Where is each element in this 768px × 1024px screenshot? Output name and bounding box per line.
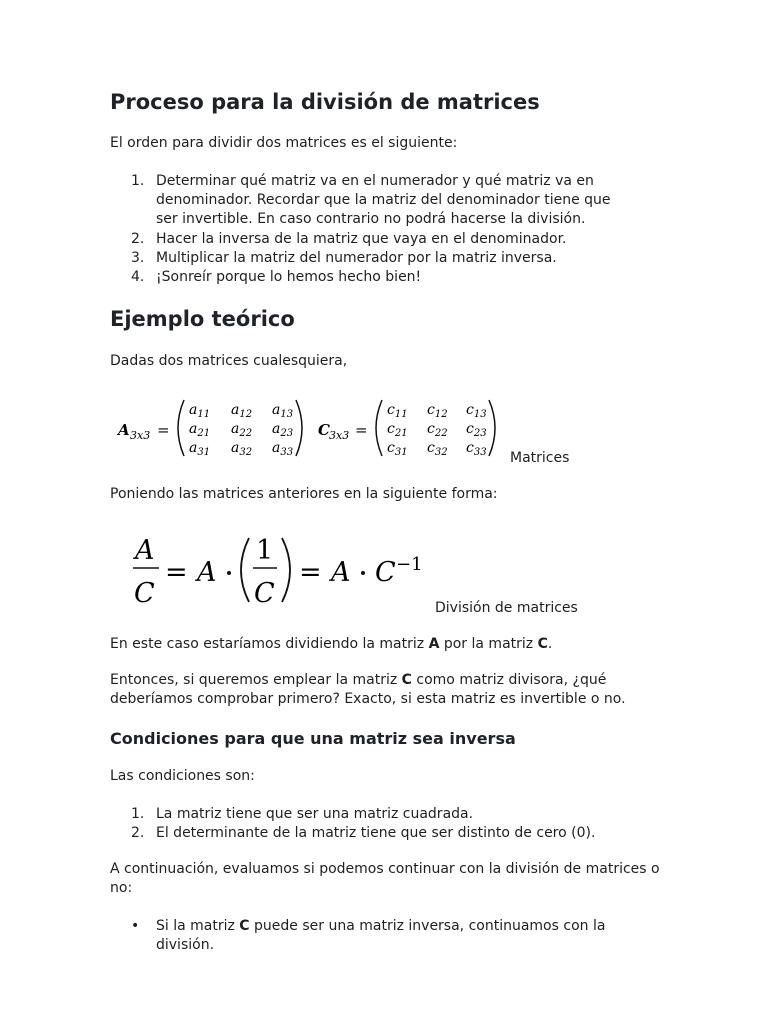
- dot-operator: [227, 571, 231, 575]
- matrix-a-symbol: A: [331, 557, 351, 588]
- matrices-figure: [110, 392, 530, 464]
- svg-text:a32: $a_{32}$: [231, 440, 253, 458]
- svg-text:c22: $c_{22}$: [427, 421, 448, 439]
- fraction-denominator: C: [254, 578, 275, 609]
- intro-paragraph: Las condiciones son:: [110, 768, 255, 784]
- matrix-a-symbol: A: [197, 557, 217, 588]
- svg-text:a33: $a_{33}$: [272, 440, 294, 458]
- dot-operator: [361, 571, 365, 575]
- figure-caption-matrices: Matrices: [510, 450, 570, 466]
- svg-text:a13: $a_{13}$: [272, 402, 294, 420]
- matrix-c-subscript: 3x3: [329, 429, 350, 442]
- equals-sign: =: [299, 557, 322, 588]
- matrix-a-subscript: 3x3: [130, 429, 151, 442]
- svg-text:c21: $c_{21}$: [387, 421, 408, 439]
- section-title-proceso: Proceso para la división de matrices: [110, 90, 540, 114]
- fraction-numerator: A: [135, 535, 155, 566]
- svg-text:a23: $a_{23}$: [272, 421, 294, 439]
- svg-text:c32: $c_{32}$: [427, 440, 448, 458]
- division-formula: [125, 528, 445, 610]
- svg-text:a22: $a_{22}$: [231, 421, 253, 439]
- matrix-c-label: C: [318, 421, 330, 439]
- svg-text:c23: $c_{23}$: [466, 421, 487, 439]
- paren-left: [241, 538, 249, 602]
- paren-right: [282, 538, 290, 602]
- paragraph-forma: Poniendo las matrices anteriores en la siguiente forma:: [110, 486, 498, 502]
- paragraph-entonces: Entonces, si queremos emplear la matriz C como matriz divisora, ¿qué deberíamos comprobar primero? Exacto, si esta matriz es invertible o no.: [110, 672, 626, 707]
- bracket-left: [376, 400, 382, 456]
- svg-text:c11: $c_{11}$: [387, 402, 408, 420]
- svg-text:c31: $c_{31}$: [387, 440, 408, 458]
- intro-paragraph: El orden para dividir dos matrices es el siguiente:: [110, 135, 458, 151]
- svg-text:a31: $a_{31}$: [189, 440, 211, 458]
- paragraph-continuacion: A continuación, evaluamos si podemos continuar con la división de matrices o no:: [110, 861, 660, 896]
- bullet-icon: •: [131, 918, 140, 934]
- equals-sign: =: [157, 421, 170, 439]
- svg-text:c13: $c_{13}$: [466, 402, 487, 420]
- bracket-left: [178, 400, 184, 456]
- intro-paragraph: Dadas dos matrices cualesquiera,: [110, 353, 348, 369]
- matrix-c-symbol: C: [375, 557, 396, 588]
- svg-text:a12: $a_{12}$: [231, 402, 253, 420]
- figure-caption-division: División de matrices: [435, 600, 578, 616]
- bracket-right: [296, 400, 302, 456]
- equals-sign: =: [355, 421, 368, 439]
- svg-text:a21: $a_{21}$: [189, 421, 211, 439]
- section-title-ejemplo: Ejemplo teórico: [110, 307, 295, 331]
- matrix-a-label: A: [118, 421, 130, 439]
- svg-text:c12: $c_{12}$: [427, 402, 448, 420]
- inverse-exponent: −1: [396, 554, 423, 575]
- fraction-denominator: C: [134, 578, 155, 609]
- fraction-one: 1: [256, 535, 274, 566]
- bracket-right: [489, 400, 495, 456]
- equals-sign: =: [165, 557, 188, 588]
- section-title-condiciones: Condiciones para que una matriz sea inversa: [110, 729, 516, 748]
- svg-text:c33: $c_{33}$: [466, 440, 487, 458]
- svg-text:a11: $a_{11}$: [189, 402, 211, 420]
- paragraph-caso: En este caso estaríamos dividiendo la matriz A por la matriz C.: [110, 636, 553, 652]
